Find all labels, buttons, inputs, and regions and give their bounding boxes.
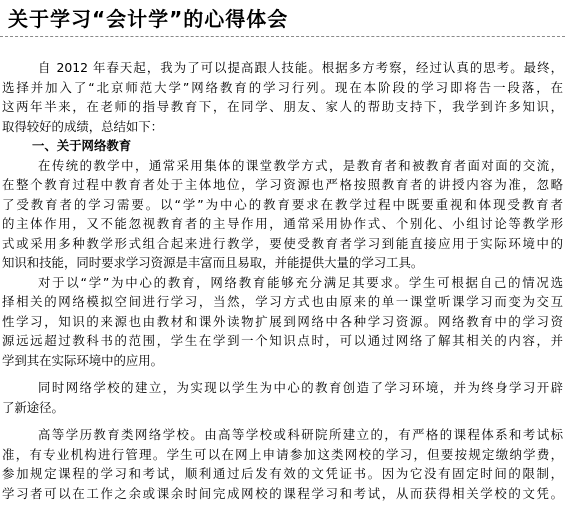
paragraph-gap xyxy=(0,417,565,425)
paragraph-line: 选择并加入了“北京师范大学”网络教育的学习行列。现在本阶段的学习即将告一段落，在 xyxy=(2,79,563,95)
paragraph-line: 这两年半来，在老师的指导教育下，在同学、朋友、家人的帮助支持下，我学到许多知识， xyxy=(2,99,563,114)
paragraph-line: 性学习，知识的来源也由教材和课外读物扩展到网络中各种学习资源。网络教育中的学习资 xyxy=(2,313,563,329)
paragraph-line: 学到其在实际环境中的应用。 xyxy=(2,352,164,368)
paragraph-line: 的主体作用，又不能忽视教育者的主导作用，通常采用协作式、个别化、小组讨论等教学形 xyxy=(2,216,563,231)
paragraph-line: 准，有专业机构进行管理。学生可以在网上申请参加这类网校的学习，但要按规定缴纳学费， xyxy=(2,446,563,462)
paragraph-line: 高等学历教育类网络学校。由高等学校或科研院所建立的，有严格的课程体系和考试标 xyxy=(38,427,563,442)
paragraph-gap xyxy=(0,370,565,378)
paragraph-line: 式或采用多种教学形式组合起来进行教学，要使受教育者学习到能直接应用于实际环境中的 xyxy=(2,235,563,251)
title-divider xyxy=(0,36,565,37)
paragraph-line: 知识和技能，同时要求学习资源是丰富而且易取，并能提供大量的学习工具。 xyxy=(2,255,424,270)
paragraph-line: 同时网络学校的建立，为实现以学生为中心的教育创造了学习环境，并为终身学习开辟 xyxy=(38,380,563,395)
paragraph-line: 了新途径。 xyxy=(2,399,64,415)
paragraph-line: 择相关的网络模拟空间进行学习，当然，学习方式也由原来的单一课堂听课学习而变为交互 xyxy=(2,294,563,309)
document-title: 关于学习“会计学”的心得体会 xyxy=(8,7,289,31)
paragraph-line: 学习者可以在工作之余或课余时间完成网校的课程学习和考试，从而获得相关学校的文凭。 xyxy=(2,485,563,501)
paragraph-line: 在整个教育过程中教育者处于主体地位，学习资源也严格按照教育者的讲授内容为准，忽略 xyxy=(2,177,563,192)
paragraph-line: 在传统的教学中，通常采用集体的课堂教学方式，是教育者和被教育者面对面的交流， xyxy=(38,157,563,173)
paragraph-line: 取得较好的成绩，总结如下： xyxy=(2,118,164,134)
paragraph-line: 对于以“学”为中心的教育，网络教育能够充分满足其要求。学生可根据自己的情况选 xyxy=(38,274,563,290)
section-heading: 一、关于网络教育 xyxy=(32,138,132,153)
paragraph-line: 自 2012 年春天起，我为了可以提高跟人技能。根据多方考察，经过认真的思考。最终， xyxy=(38,60,563,75)
paragraph-line: 了受教育者的学习需要。以“学”为中心的教育要求在教学过程中既要重视和体现受教育者 xyxy=(2,196,563,212)
paragraph-line: 源远远超过教科书的范围，学生在学到一个知识点时，可以通过网络了解其相关的内容，并 xyxy=(2,333,563,348)
document-body xyxy=(0,58,565,503)
paragraph-line: 参加规定课程的学习和考试，顺利通过后发有效的文凭证书。因为它没有固定时间的限制， xyxy=(2,466,563,481)
